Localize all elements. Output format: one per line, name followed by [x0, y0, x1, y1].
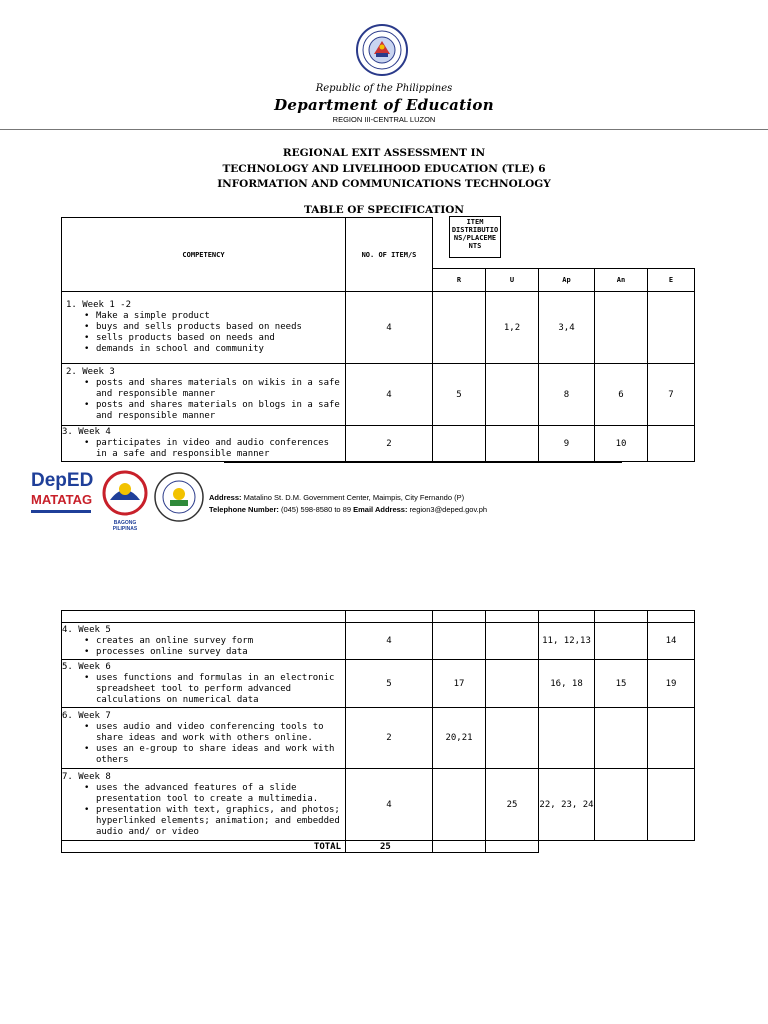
deped-matatag-logo [31, 470, 93, 530]
header-r: R [433, 269, 486, 292]
items-count: 2 [346, 708, 433, 769]
items-count: 4 [346, 769, 433, 841]
items-count: 4 [346, 292, 433, 364]
table-row [62, 426, 695, 462]
an-cell: 15 [595, 660, 648, 708]
week-label: 5. Week 6 [62, 661, 111, 672]
an-cell [595, 769, 648, 841]
header-no-items: NO. OF ITEM/S [346, 218, 433, 292]
r-cell [433, 426, 486, 462]
e-cell: 14 [648, 623, 695, 660]
e-cell [648, 769, 695, 841]
list-item: • uses functions and formulas in an electronic spreadsheet tool to perform advanced calculations on numerical data [62, 673, 345, 706]
e-cell [648, 292, 695, 364]
address-text: Matalino St. D.M. Government Center, Maimpis, City Fernando (P) [243, 493, 465, 502]
header-e: E [648, 269, 695, 292]
email-text: region3@deped.gov.ph [409, 505, 488, 514]
an-cell [595, 292, 648, 364]
an-cell: 10 [595, 426, 648, 462]
header-divider [0, 129, 768, 130]
title-line-3: INFORMATION AND COMMUNICATIONS TECHNOLOGY [217, 178, 551, 190]
specification-table-page-2 [61, 610, 695, 853]
e-cell: 7 [648, 364, 695, 426]
ap-cell: 9 [539, 426, 595, 462]
specification-table-page-1 [61, 217, 695, 462]
header-ap: Ap [539, 269, 595, 292]
list-item: • buys and sells products based on needs [62, 322, 345, 333]
r-cell [433, 623, 486, 660]
total-value: 25 [346, 841, 433, 853]
list-item: • processes online survey data [62, 647, 345, 658]
e-cell: 19 [648, 660, 695, 708]
list-item: • presentation with text, graphics, and photos; hyperlinked elements; animation; and embedded audio and/ or video [62, 805, 345, 838]
table-row [62, 292, 695, 364]
bagong-pilipinas-text: BAGONG PILIPINAS [112, 520, 138, 532]
table-row [62, 708, 695, 769]
list-item: • uses audio and video conferencing tools to share ideas and work with others online. [62, 722, 345, 744]
list-item: • sells products based on needs and [62, 333, 345, 344]
address-label: Address: [209, 493, 242, 502]
u-cell [486, 660, 539, 708]
items-count: 4 [346, 623, 433, 660]
ap-cell [539, 708, 595, 769]
ap-cell: 8 [539, 364, 595, 426]
ap-cell: 22, 23, 24 [539, 769, 595, 841]
list-item: • posts and shares materials on blogs in a safe and responsible manner [62, 400, 345, 422]
list-item: • participates in video and audio conferences in a safe and responsible manner [62, 438, 345, 460]
ap-cell: 11, 12,13 [539, 623, 595, 660]
items-count: 4 [346, 364, 433, 426]
u-cell [486, 364, 539, 426]
week-label: 1. Week 1 -2 [66, 300, 132, 310]
list-item: • Make a simple product [62, 311, 345, 322]
ap-cell: 3,4 [539, 292, 595, 364]
e-cell [648, 426, 695, 462]
list-item: • demands in school and community [62, 344, 345, 355]
footer-divider [224, 462, 622, 463]
week-label: 2. Week 3 [66, 367, 115, 377]
region-seal-icon [153, 470, 205, 526]
table-row [62, 611, 695, 623]
bagong-pilipinas-icon [102, 470, 148, 516]
title-line-4: TABLE OF SPECIFICATION [303, 204, 465, 216]
total-row [62, 841, 695, 853]
week-label: 3. Week 4 [62, 427, 111, 437]
u-cell: 1,2 [486, 292, 539, 364]
title-line-2: TECHNOLOGY AND LIVELIHOOD EDUCATION (TLE) 6 [222, 163, 546, 175]
week-label: 6. Week 7 [62, 710, 111, 721]
week-label: 7. Week 8 [62, 771, 111, 782]
an-cell: 6 [595, 364, 648, 426]
region-label: REGION III-CENTRAL LUZON [332, 115, 436, 124]
table-row [62, 364, 695, 426]
u-cell [486, 426, 539, 462]
list-item: • uses an e-group to share ideas and work with others [62, 744, 345, 766]
list-item: • creates an online survey form [62, 636, 345, 647]
u-cell: 25 [486, 769, 539, 841]
items-count: 5 [346, 660, 433, 708]
total-label: TOTAL [62, 841, 346, 853]
email-label: Email Address: [353, 505, 408, 514]
e-cell [648, 708, 695, 769]
header-u: U [486, 269, 539, 292]
list-item: • uses the advanced features of a slide presentation tool to create a multimedia. [62, 783, 345, 805]
deped-logo-text: DepED [31, 470, 94, 491]
phone-label: Telephone Number: [209, 505, 279, 514]
department-title: Department of Education [274, 96, 494, 114]
table-row [62, 769, 695, 841]
items-count: 2 [346, 426, 433, 462]
phone-text: (045) 598-8580 to 89 [280, 505, 352, 514]
r-cell: 5 [433, 364, 486, 426]
r-cell: 20,21 [433, 708, 486, 769]
an-cell [595, 708, 648, 769]
u-cell [486, 623, 539, 660]
contact-line [209, 505, 487, 514]
table-row [62, 623, 695, 660]
r-cell [433, 292, 486, 364]
r-cell: 17 [433, 660, 486, 708]
r-cell [433, 769, 486, 841]
ap-cell: 16, 18 [539, 660, 595, 708]
list-item: • posts and shares materials on wikis in a safe and responsible manner [62, 378, 345, 400]
header-an: An [595, 269, 648, 292]
bagong-pilipinas-logo [102, 470, 148, 530]
republic-label: Republic of the Philippines [315, 83, 453, 94]
header-item-distribution: ITEM DISTRIBUTIO NS/PLACEME NTS [449, 216, 501, 258]
matatag-logo-text: MATATAG [31, 492, 93, 507]
week-label: 4. Week 5 [62, 624, 111, 635]
header-competency: COMPETENCY [62, 218, 346, 292]
an-cell [595, 623, 648, 660]
title-line-1: REGIONAL EXIT ASSESSMENT IN [282, 147, 486, 159]
u-cell [486, 708, 539, 769]
table-row [62, 660, 695, 708]
deped-seal-icon [356, 24, 408, 76]
address-line [209, 493, 464, 502]
